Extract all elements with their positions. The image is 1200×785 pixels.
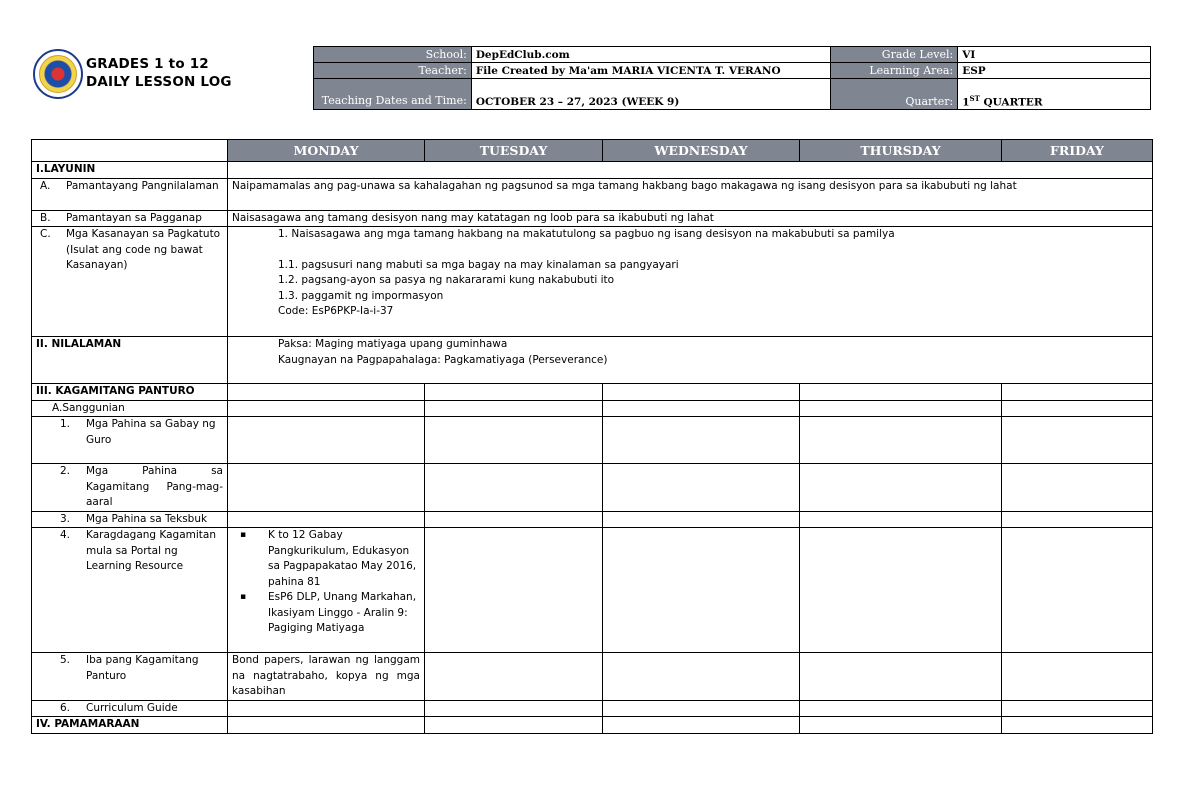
item-4-label: 4. Karagdagang Kagamitan mula sa Portal ng Learning Resource bbox=[32, 528, 228, 653]
quarter-label: Quarter: bbox=[831, 79, 958, 110]
lesson-log-table bbox=[31, 139, 1153, 734]
header-info-table bbox=[313, 46, 1151, 110]
item-4-monday-value: ▪ K to 12 Gabay Pangkurikulum, Edukasyon sa Pagpapakatao May 2016, pahina 81 ▪ EsP6 DLP, Unang Markahan, Ikasiyam Linggo - Aralin 9: Pagiging Matiyaga bbox=[228, 528, 425, 653]
section-layunin: I.LAYUNIN bbox=[32, 162, 228, 179]
section-pamamaraan: IV. PAMAMARAAN bbox=[32, 717, 228, 734]
section-kagamitan: III. KAGAMITANG PANTURO bbox=[32, 384, 228, 401]
learning-area-value: ESP bbox=[958, 63, 1151, 79]
content-standard-value: Naipamamalas ang pag-unawa sa kahalagahan ng pagsunod sa mga tamang hakbang bago makagawa ng isang desisyon para sa ikabubuti ng lahat bbox=[228, 178, 1153, 210]
log-title-line2: DAILY LESSON LOG bbox=[86, 74, 232, 90]
teaching-dates-label: Teaching Dates and Time: bbox=[314, 79, 472, 110]
log-title-line1: GRADES 1 to 12 bbox=[86, 56, 209, 72]
day-friday: FRIDAY bbox=[1002, 140, 1153, 162]
grade-level-label: Grade Level: bbox=[831, 47, 958, 63]
item-5-monday-value: Bond papers, larawan ng langgam na nagtatrabaho, kopya ng mga kasabihan bbox=[228, 653, 425, 701]
day-thursday: THURSDAY bbox=[800, 140, 1002, 162]
performance-standard-value: Naisasagawa ang tamang desisyon nang may katatagan ng loob para sa ikabubuti ng lahat bbox=[228, 210, 1153, 227]
item-1-label: 1. Mga Pahina sa Gabay ng Guro bbox=[32, 417, 228, 464]
school-label: School: bbox=[314, 47, 472, 63]
day-header-row bbox=[32, 140, 1153, 162]
section-nilalaman: II. NILALAMAN bbox=[32, 337, 228, 384]
deped-seal-logo bbox=[33, 49, 83, 99]
day-monday: MONDAY bbox=[228, 140, 425, 162]
day-tuesday: TUESDAY bbox=[425, 140, 603, 162]
quarter-value: 1ST QUARTER bbox=[958, 79, 1151, 110]
learning-area-label: Learning Area: bbox=[831, 63, 958, 79]
row-label-b: B. Pamantayan sa Pagganap bbox=[32, 210, 228, 227]
teacher-value: File Created by Ma'am MARIA VICENTA T. VERANO bbox=[471, 63, 831, 79]
competencies-value: 1. Naisasagawa ang mga tamang hakbang na makatutulong sa pagbuo ng isang desisyon na makabubuti sa pamilya 1.1. pagsusuri nang mabuti sa mga bagay na may kinalaman sa pangyayari 1.2. pagsang-ayon sa pasya ng nakararami kung nakabubuti ito 1.3. paggamit ng impormasyon Code: EsP6PKP-Ia-i-37 bbox=[228, 227, 1153, 337]
item-5-label: 5. Iba pang Kagamitang Panturo bbox=[32, 653, 228, 701]
row-label-c: C. Mga Kasanayan sa Pagkatuto (Isulat ang code ng bawat Kasanayan) bbox=[32, 227, 228, 337]
sanggunian-label: A.Sanggunian bbox=[32, 400, 228, 417]
teacher-label: Teacher: bbox=[314, 63, 472, 79]
item-2-label: 2. Mga Pahina sa Kagamitang Pang-mag-aaral bbox=[32, 464, 228, 512]
school-value: DepEdClub.com bbox=[471, 47, 831, 63]
nilalaman-value: Paksa: Maging matiyaga upang guminhawa Kaugnayan na Pagpapahalaga: Pagkamatiyaga (Perseverance) bbox=[228, 337, 1153, 384]
day-wednesday: WEDNESDAY bbox=[603, 140, 800, 162]
item-6-label: 6. Curriculum Guide bbox=[32, 700, 228, 717]
teaching-dates-value: OCTOBER 23 – 27, 2023 (WEEK 9) bbox=[471, 79, 831, 110]
item-3-label: 3. Mga Pahina sa Teksbuk bbox=[32, 511, 228, 528]
row-label-a: A. Pamantayang Pangnilalaman bbox=[32, 178, 228, 210]
grade-level-value: VI bbox=[958, 47, 1151, 63]
